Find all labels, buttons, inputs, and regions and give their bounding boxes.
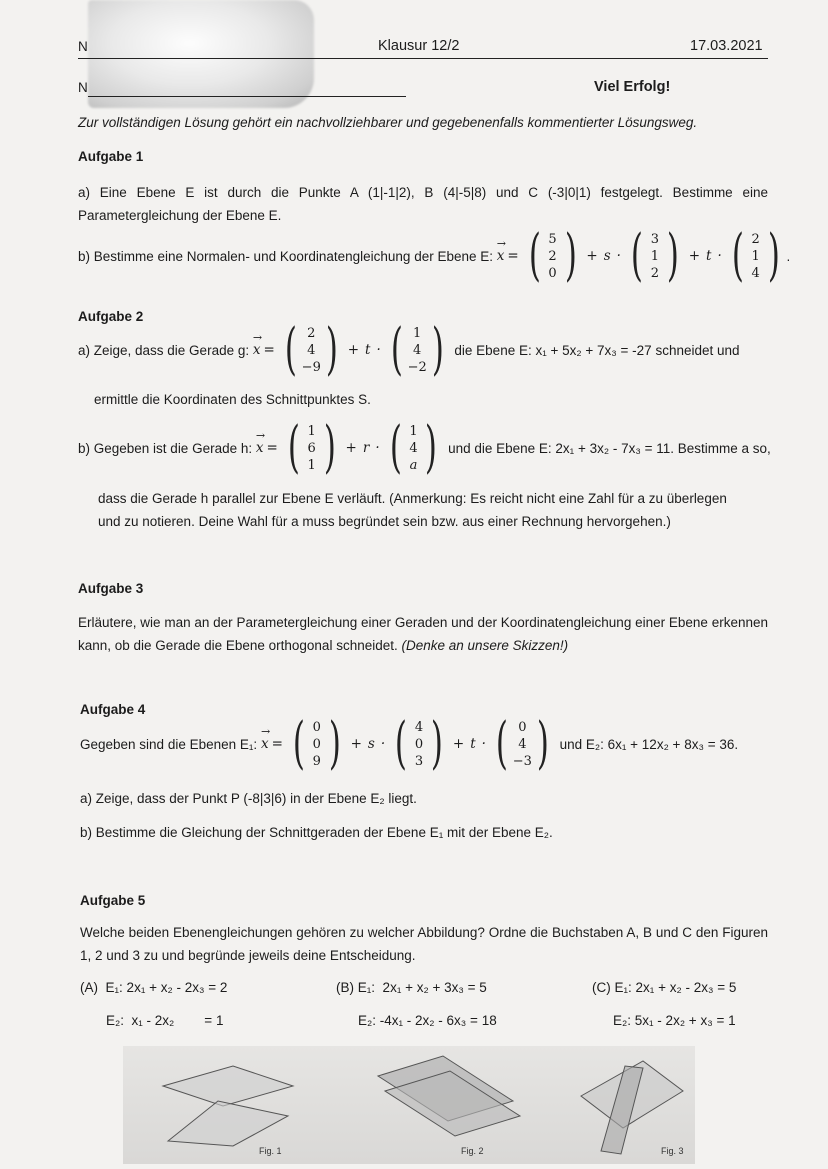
- task5-title: Aufgabe 5: [80, 893, 146, 908]
- task3-hint: (Denke an unsere Skizzen!): [401, 638, 569, 653]
- task4-title: Aufgabe 4: [80, 702, 146, 717]
- task1-b: [78, 223, 791, 288]
- plus-sign: +: [688, 248, 700, 264]
- blurred-name-area: [88, 0, 314, 108]
- exam-title: Klausur 12/2: [378, 38, 460, 54]
- task4-a: a) Zeige, dass der Punkt P (-8|3|6) in der Ebene E₂ liegt.: [80, 791, 417, 806]
- task5-text: Welche beiden Ebenengleichungen gehören zu welcher Abbildung? Ordne die Buchstaben A, B und C den Figuren 1, 2 und 3 zu und begründe jeweils deine Entscheidung.: [80, 925, 768, 963]
- dot: ·: [376, 342, 381, 358]
- task2-a-plane: die Ebene E: x₁ + 5x₂ + 7x₃ = -27 schneidet und: [454, 342, 740, 358]
- dot: ·: [375, 440, 380, 456]
- task3-title: Aufgabe 3: [78, 581, 144, 596]
- figure-1-planes: [163, 1066, 293, 1146]
- vector-x-symbol: → x: [256, 440, 264, 456]
- good-luck: Viel Erfolg!: [594, 79, 671, 95]
- vector-x-symbol: → x: [253, 342, 261, 358]
- vector-direction-1: ( 3 1 2 ): [630, 223, 679, 288]
- param-r: r: [362, 440, 370, 456]
- dot: ·: [380, 736, 386, 752]
- task3-body: Erläutere, wie man an der Parametergleichung einer Geraden und der Koordinatengleichung einer Ebene erkennen kann, ob die Gerade die Ebene orthogonal schneidet.: [78, 615, 768, 653]
- option-a-e2: E₂: x₁ - 2x₂ = 1: [106, 1013, 224, 1028]
- param-s: s: [603, 248, 611, 264]
- task4-b: b) Bestimme die Gleichung der Schnittgeraden der Ebene E₁ mit der Ebene E₂.: [80, 825, 553, 840]
- vector-direction-2: ( 0 4 −3 ): [495, 711, 549, 776]
- vector-support: ( 5 2 0 ): [528, 223, 577, 288]
- option-c-e1: (C) E₁: 2x₁ + x₂ - 2x₃ = 5: [592, 980, 737, 995]
- vector-x-symbol: → x: [261, 736, 269, 752]
- figure-3-planes: [581, 1061, 683, 1154]
- name2-label: N: [78, 80, 88, 95]
- equals-sign: =: [266, 440, 278, 456]
- equals-sign: =: [507, 248, 519, 264]
- task2-b-text: b) Gegeben ist die Gerade h:: [78, 440, 253, 456]
- fig2-label: Fig. 2: [461, 1146, 484, 1156]
- plus-sign: +: [350, 736, 362, 752]
- plus-sign: +: [452, 736, 465, 752]
- fig1-label: Fig. 1: [259, 1146, 282, 1156]
- figure-2-planes: [378, 1056, 520, 1136]
- plus-sign: +: [345, 440, 357, 456]
- period: .: [786, 248, 791, 264]
- task2-title: Aufgabe 2: [78, 309, 144, 324]
- vector-support: ( 2 4 −9 ): [284, 317, 338, 382]
- param-s: s: [367, 736, 375, 752]
- header-rule: [78, 58, 768, 59]
- task2-b-plane: und die Ebene E: 2x₁ + 3x₂ - 7x₃ = 11. Bestimme a so,: [448, 440, 771, 456]
- option-b-e1: (B) E₁: 2x₁ + x₂ + 3x₃ = 5: [336, 980, 487, 995]
- equals-sign: =: [271, 736, 283, 752]
- vector-direction-2: ( 2 1 4 ): [731, 223, 780, 288]
- plus-sign: +: [586, 248, 598, 264]
- equals-sign: =: [263, 342, 275, 358]
- dot: ·: [616, 248, 621, 264]
- vector-direction: ( 1 4 −2 ): [390, 317, 444, 382]
- param-t: t: [470, 736, 476, 752]
- vector-direction-1: ( 4 0 3 ): [395, 711, 443, 776]
- exam-date: 17.03.2021: [690, 38, 763, 54]
- dot: ·: [481, 736, 486, 752]
- task1-b-text: b) Bestimme eine Normalen- und Koordinatengleichung der Ebene E:: [78, 248, 493, 264]
- vector-x-symbol: → x: [497, 248, 505, 264]
- name-line: [88, 96, 406, 97]
- task2-a: [78, 317, 740, 382]
- task2-b-line2: dass die Gerade h parallel zur Ebene E verläuft. (Anmerkung: Es reicht nicht eine Zahl für a zu überlegen: [98, 491, 727, 506]
- option-a-e1: (A) E₁: 2x₁ + x₂ - 2x₃ = 2: [80, 980, 228, 995]
- task4-plane2: und E₂: 6x₁ + 12x₂ + 8x₃ = 36.: [559, 736, 739, 752]
- plus-sign: +: [347, 342, 360, 358]
- option-b-e2: E₂: -4x₁ - 2x₂ - 6x₃ = 18: [358, 1013, 497, 1028]
- dot: ·: [717, 248, 722, 264]
- task4-planes: [80, 711, 739, 776]
- task2-b-line3: und zu notieren. Deine Wahl für a muss begründet sein bzw. aus einer Rechnung hervorgehen.): [98, 514, 671, 529]
- vector-support: ( 0 0 9 ): [292, 711, 341, 776]
- param-t: t: [706, 248, 712, 264]
- figures-panel: [123, 1046, 695, 1164]
- task3-text: [78, 611, 768, 657]
- name-label: N: [78, 39, 88, 54]
- task4-text: Gegeben sind die Ebenen E₁:: [80, 736, 258, 752]
- fig3-label: Fig. 3: [661, 1146, 684, 1156]
- figures-drawing: [123, 1046, 695, 1164]
- vector-direction: ( 1 4 a ): [389, 415, 438, 480]
- option-c-e2: E₂: 5x₁ - 2x₂ + x₃ = 1: [613, 1013, 736, 1028]
- param-t: t: [365, 342, 371, 358]
- intro-text: Zur vollständigen Lösung gehört ein nachvollziehbarer und gegebenenfalls kommentierter Lösungsweg.: [78, 115, 698, 130]
- task2-a-text: a) Zeige, dass die Gerade g:: [78, 342, 250, 358]
- vector-support: ( 1 6 1 ): [287, 415, 336, 480]
- task2-a-line2: ermittle die Koordinaten des Schnittpunktes S.: [94, 392, 371, 407]
- task2-b: [78, 415, 771, 480]
- task1-title: Aufgabe 1: [78, 149, 144, 164]
- task1-a: a) Eine Ebene E ist durch die Punkte A (1|-1|2), B (4|-5|8) und C (-3|0|1) festgelegt. Bestimme eine Parametergleichung der Ebene E.: [78, 185, 768, 223]
